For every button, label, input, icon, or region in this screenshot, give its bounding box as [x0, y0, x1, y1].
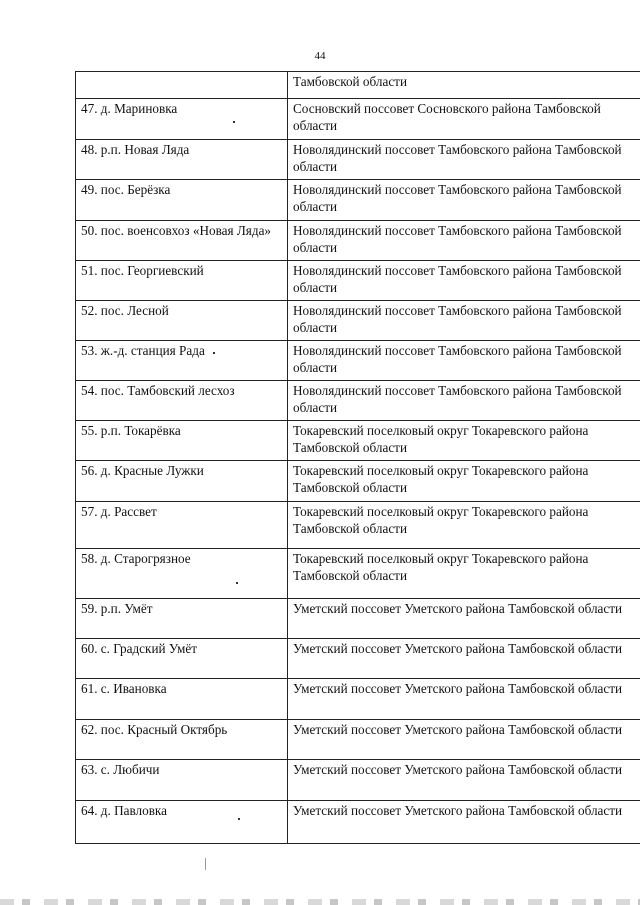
settlement-name-cell: 59. р.п. Умёт [76, 599, 288, 639]
page-number: 44 [314, 50, 326, 62]
settlement-name-cell [76, 72, 288, 99]
table-row [76, 421, 640, 461]
district-cell: Токаревский поселковый округ Токаревского района Тамбовской области [288, 421, 640, 461]
table-row [76, 461, 640, 502]
district-cell: Токаревский поселковый округ Токаревского района Тамбовской области [288, 502, 640, 549]
district-cell: Новолядинский поссовет Тамбовского района Тамбовской области [288, 301, 640, 341]
table-row [76, 341, 640, 381]
district-cell: Новолядинский поссовет Тамбовского района Тамбовской области [288, 261, 640, 301]
district-cell: Токаревский поселковый округ Токаревского района Тамбовской области [288, 549, 640, 599]
district-cell: Новолядинский поссовет Тамбовского района Тамбовской области [288, 180, 640, 221]
settlement-name-cell: 49. пос. Берёзка [76, 180, 288, 221]
scan-speck [213, 352, 215, 354]
table-row [76, 381, 640, 421]
settlement-name-cell: 51. пос. Георгиевский [76, 261, 288, 301]
table-row [76, 140, 640, 180]
table-row [76, 261, 640, 301]
settlement-name-cell: 48. р.п. Новая Ляда [76, 140, 288, 180]
settlement-name-cell: 47. д. Мариновка [76, 99, 288, 140]
district-cell: Уметский поссовет Уметского района Тамбовской области [288, 599, 640, 639]
settlement-name-cell: 54. пос. Тамбовский лесхоз [76, 381, 288, 421]
district-cell: Сосновский поссовет Сосновского района Тамбовской области [288, 99, 640, 140]
scan-speck [205, 858, 206, 870]
settlement-name-cell: 52. пос. Лесной [76, 301, 288, 341]
table-row [76, 180, 640, 221]
table-row [76, 99, 640, 140]
settlement-name-cell: 62. пос. Красный Октябрь [76, 720, 288, 760]
settlements-table [75, 71, 640, 844]
district-cell: Уметский поссовет Уметского района Тамбовской области [288, 720, 640, 760]
settlement-name-cell: 60. с. Градский Умёт [76, 639, 288, 679]
table-row [76, 720, 640, 760]
settlement-name-cell: 53. ж.-д. станция Рада [76, 341, 288, 381]
district-cell: Тамбовской области [288, 72, 640, 99]
settlement-name-cell: 55. р.п. Токарёвка [76, 421, 288, 461]
district-cell: Новолядинский поссовет Тамбовского района Тамбовской области [288, 140, 640, 180]
district-cell: Уметский поссовет Уметского района Тамбовской области [288, 679, 640, 720]
settlement-name-cell: 56. д. Красные Лужки [76, 461, 288, 502]
district-cell: Новолядинский поссовет Тамбовского района Тамбовской области [288, 221, 640, 261]
table-row [76, 760, 640, 801]
table-row [76, 301, 640, 341]
district-cell: Уметский поссовет Уметского района Тамбовской области [288, 760, 640, 801]
scan-speck [233, 121, 235, 123]
table-row [76, 801, 640, 844]
settlement-name-cell: 64. д. Павловка [76, 801, 288, 844]
table-row [76, 221, 640, 261]
settlement-name-cell: 57. д. Рассвет [76, 502, 288, 549]
scan-speck [236, 582, 238, 584]
table-row [76, 72, 640, 99]
district-cell: Токаревский поселковый округ Токаревского района Тамбовской области [288, 461, 640, 502]
table-row [76, 549, 640, 599]
settlement-name-cell: 58. д. Старогрязное [76, 549, 288, 599]
settlement-name-cell: 50. пос. военсовхоз «Новая Ляда» [76, 221, 288, 261]
table-row [76, 679, 640, 720]
district-cell: Уметский поссовет Уметского района Тамбовской области [288, 639, 640, 679]
district-cell: Уметский поссовет Уметского района Тамбовской области [288, 801, 640, 844]
district-cell: Новолядинский поссовет Тамбовского района Тамбовской области [288, 341, 640, 381]
settlement-name-cell: 63. с. Любичи [76, 760, 288, 801]
scan-speck [238, 818, 240, 820]
settlement-name-cell: 61. с. Ивановка [76, 679, 288, 720]
scan-edge-noise [0, 899, 640, 905]
district-cell: Новолядинский поссовет Тамбовского района Тамбовской области [288, 381, 640, 421]
table-row [76, 502, 640, 549]
table-row [76, 599, 640, 639]
table-row [76, 639, 640, 679]
